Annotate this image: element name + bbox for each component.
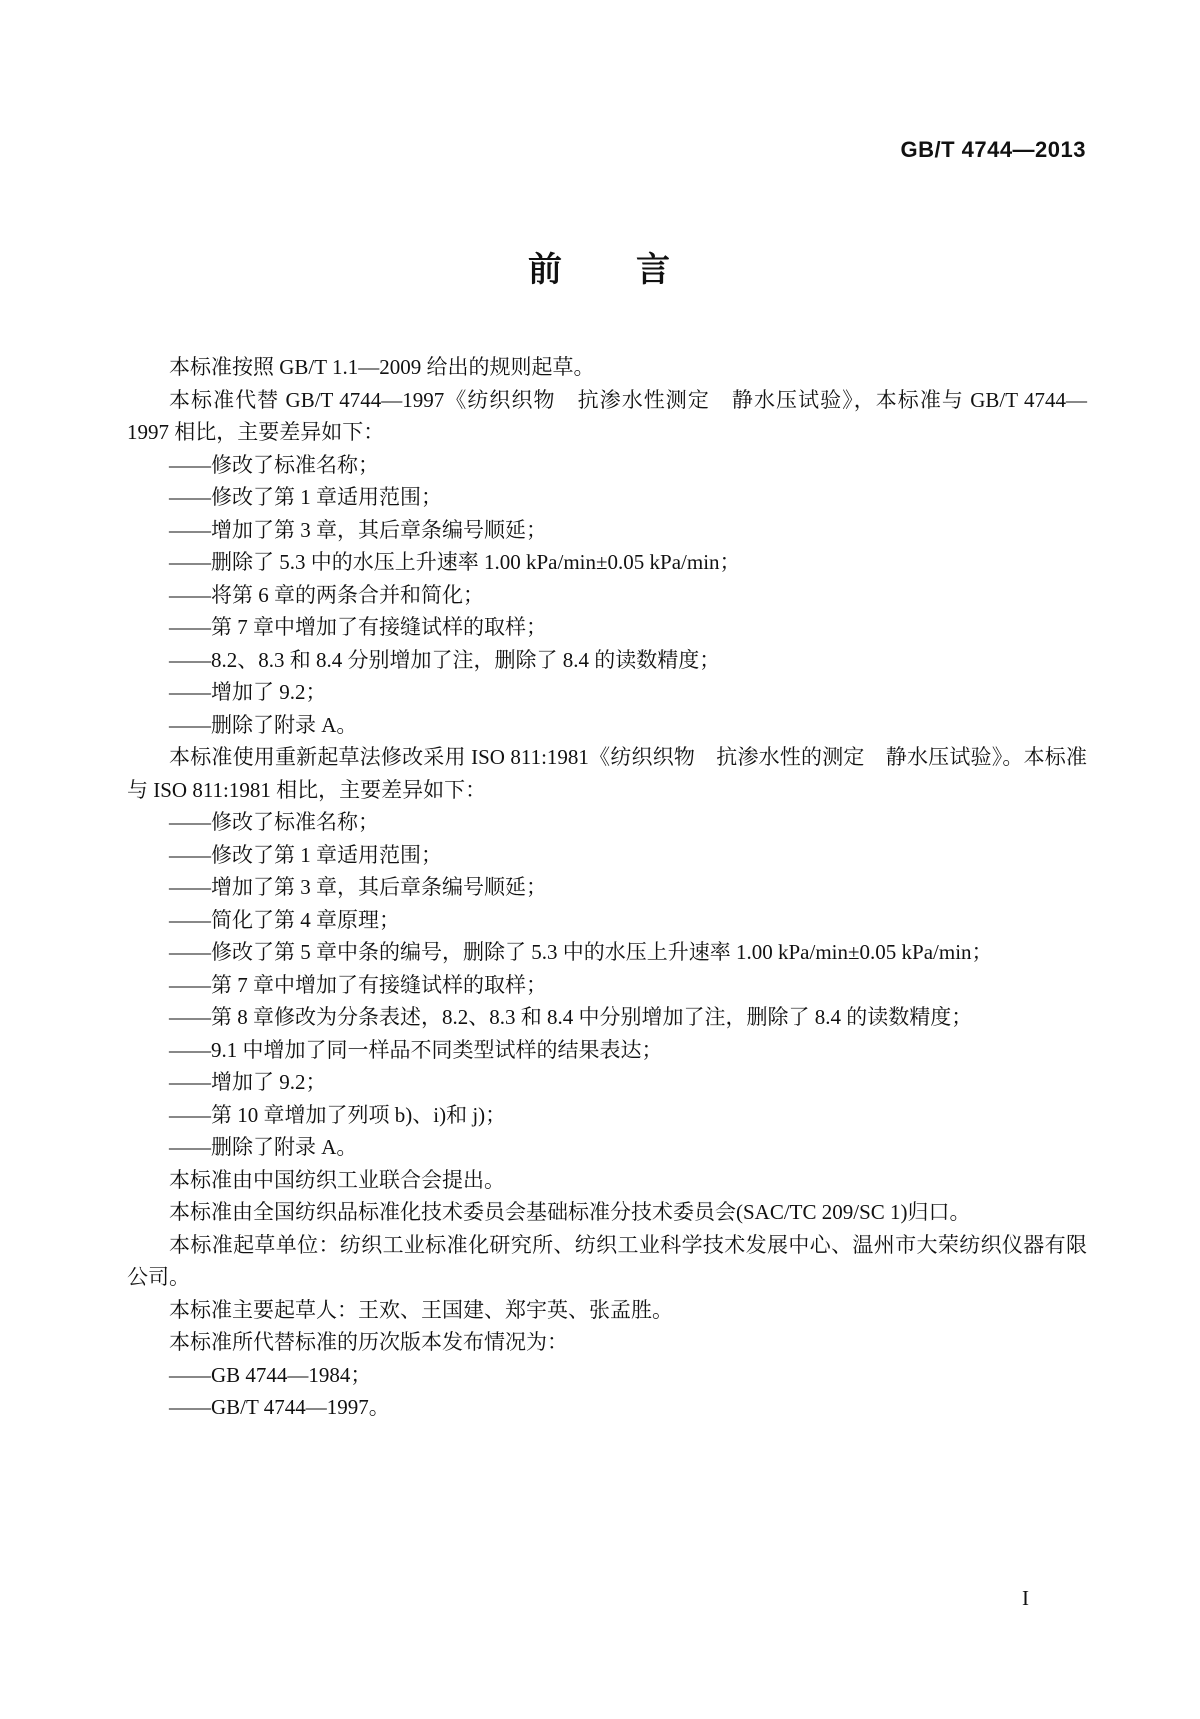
paragraph: 本标准使用重新起草法修改采用 ISO 811:1981《纺织织物 抗渗水性的测定 静水压试验》。本标准与 ISO 811:1981 相比，主要差异如下： [127, 745, 1087, 802]
list-item: ——删除了附录 A。 [169, 712, 358, 737]
list-item: ——修改了第 1 章适用范围； [169, 485, 442, 509]
list-item: ——删除了 5.3 中的水压上升速率 1.00 kPa/min±0.05 kPa/min； [169, 550, 741, 574]
paragraph: 本标准主要起草人：王欢、王国建、郑宇英、张孟胜。 [169, 1297, 673, 1322]
list-item: ——修改了标准名称； [169, 452, 379, 477]
list-item: ——8.2、8.3 和 8.4 分别增加了注，删除了 8.4 的读数精度； [169, 647, 721, 672]
body-text [127, 351, 1087, 1424]
list-item: ——增加了 9.2； [169, 680, 327, 704]
list-item: ——修改了第 5 章中条的编号，删除了 5.3 中的水压上升速率 1.00 kPa/min±0.05 kPa/min； [169, 940, 993, 964]
standard-code: GB/T 4744—2013 [900, 137, 1086, 162]
page-title: 前 言 [528, 251, 672, 289]
list-item: ——第 7 章中增加了有接缝试样的取样； [169, 972, 547, 997]
paragraph: 本标准起草单位：纺织工业标准化研究所、纺织工业科学技术发展中心、温州市大荣纺织仪器有限公司。 [127, 1232, 1087, 1289]
paragraph: 本标准由全国纺织品标准化技术委员会基础标准分技术委员会(SAC/TC 209/SC 1)归口。 [169, 1200, 971, 1224]
list-item: ——删除了附录 A。 [169, 1135, 358, 1159]
list-item: ——第 7 章中增加了有接缝试样的取样； [169, 615, 547, 639]
paragraph: 本标准代替 GB/T 4744—1997《纺织织物 抗渗水性测定 静水压试验》，本标准与 GB/T 4744—1997 相比，主要差异如下： [127, 387, 1087, 444]
list-item: ——简化了第 4 章原理； [169, 907, 400, 932]
paragraph: 本标准按照 GB/T 1.1—2009 给出的规则起草。 [169, 355, 595, 379]
paragraph: 本标准由中国纺织工业联合会提出。 [169, 1167, 505, 1192]
paragraph: 本标准所代替标准的历次版本发布情况为： [169, 1330, 568, 1354]
list-item: ——增加了第 3 章，其后章条编号顺延； [169, 517, 547, 542]
list-item: ——GB/T 4744—1997。 [169, 1395, 390, 1419]
list-item: ——增加了第 3 章，其后章条编号顺延； [169, 875, 547, 899]
list-item: ——第 10 章增加了列项 b)、i)和 j)； [169, 1102, 507, 1127]
list-item: ——9.1 中增加了同一样品不同类型试样的结果表达； [169, 1037, 663, 1062]
list-item: ——第 8 章修改为分条表述，8.2、8.3 和 8.4 中分别增加了注，删除了 8.4 的读数精度； [169, 1005, 973, 1029]
list-item: ——GB 4744—1984； [169, 1362, 372, 1387]
page-number: I [1022, 1586, 1029, 1610]
list-item: ——修改了标准名称； [169, 810, 379, 834]
list-item: ——增加了 9.2； [169, 1070, 327, 1094]
list-item: ——将第 6 章的两条合并和简化； [169, 582, 484, 607]
list-item: ——修改了第 1 章适用范围； [169, 842, 442, 867]
